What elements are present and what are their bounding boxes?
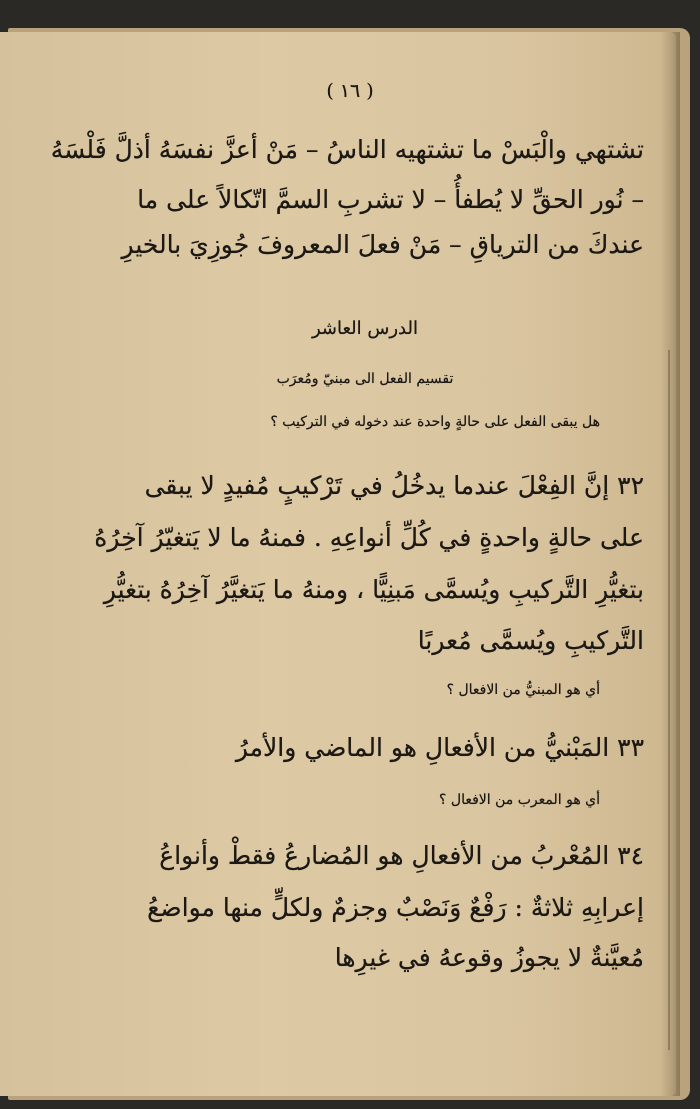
answer-34-line-2: إعرابِهِ ثلاثةٌ : رَفْعٌ وَنَصْبٌ وجزمٌ ولكلٍّ منها مواضعُ xyxy=(147,893,644,922)
lesson-subtitle: تقسيم الفعل الى مبنيّ ومُعرَب xyxy=(276,371,454,387)
page-number: ( ١٦ ) xyxy=(326,80,374,102)
question-33: أي هو المبنيُّ من الافعال ؟ xyxy=(446,682,600,698)
lesson-title: الدرس العاشر xyxy=(312,318,418,339)
page-fold-shadow xyxy=(660,32,680,1096)
question-34: أي هو المعرب من الافعال ؟ xyxy=(439,792,600,808)
answer-32-line-1: ٣٢ إنَّ الفِعْلَ عندما يدخُلُ في تَرْكيبٍ مُفيدٍ لا يبقى xyxy=(144,471,644,500)
answer-33: ٣٣ المَبْنيُّ من الأفعالِ هو الماضي والأمرُ xyxy=(235,733,644,762)
proverb-line-2: – نُور الحقِّ لا يُطفأُ – لا تشربِ السمَّ اتّكالاً على ما xyxy=(137,185,644,214)
proverb-line-3: عندكَ من الترياقِ – مَنْ فعلَ المعروفَ جُوزِيَ بالخيرِ xyxy=(121,230,644,259)
answer-32-line-4: التَّركيبِ ويُسمَّى مُعربًا xyxy=(417,626,644,655)
question-32: هل يبقى الفعل على حالةٍ واحدة عند دخوله في التركيب ؟ xyxy=(270,414,600,430)
page-edge-line xyxy=(668,350,670,1050)
answer-32-line-2: على حالةٍ واحدةٍ في كُلِّ أنواعِهِ . فمنهُ ما لا يَتغيّرُ آخِرُهُ xyxy=(94,523,644,552)
answer-32-line-3: بتغيُّرِ التَّركيبِ ويُسمَّى مَبنِيًّا ، ومنهُ ما يَتغيَّرُ آخِرُهُ بتغيُّرِ xyxy=(103,575,644,604)
proverb-line-1: تشتهي والْبَسْ ما تشتهيه الناسُ – مَنْ أعزَّ نفسَهُ أذلَّ فَلْسَهُ xyxy=(50,135,644,164)
answer-34-line-1: ٣٤ المُعْربُ من الأفعالِ هو المُضارعُ فقطْ وأنواعُ xyxy=(159,841,644,870)
answer-34-line-3: مُعيَّنةٌ لا يجوزُ وقوعهُ في غيرِها xyxy=(334,943,644,972)
